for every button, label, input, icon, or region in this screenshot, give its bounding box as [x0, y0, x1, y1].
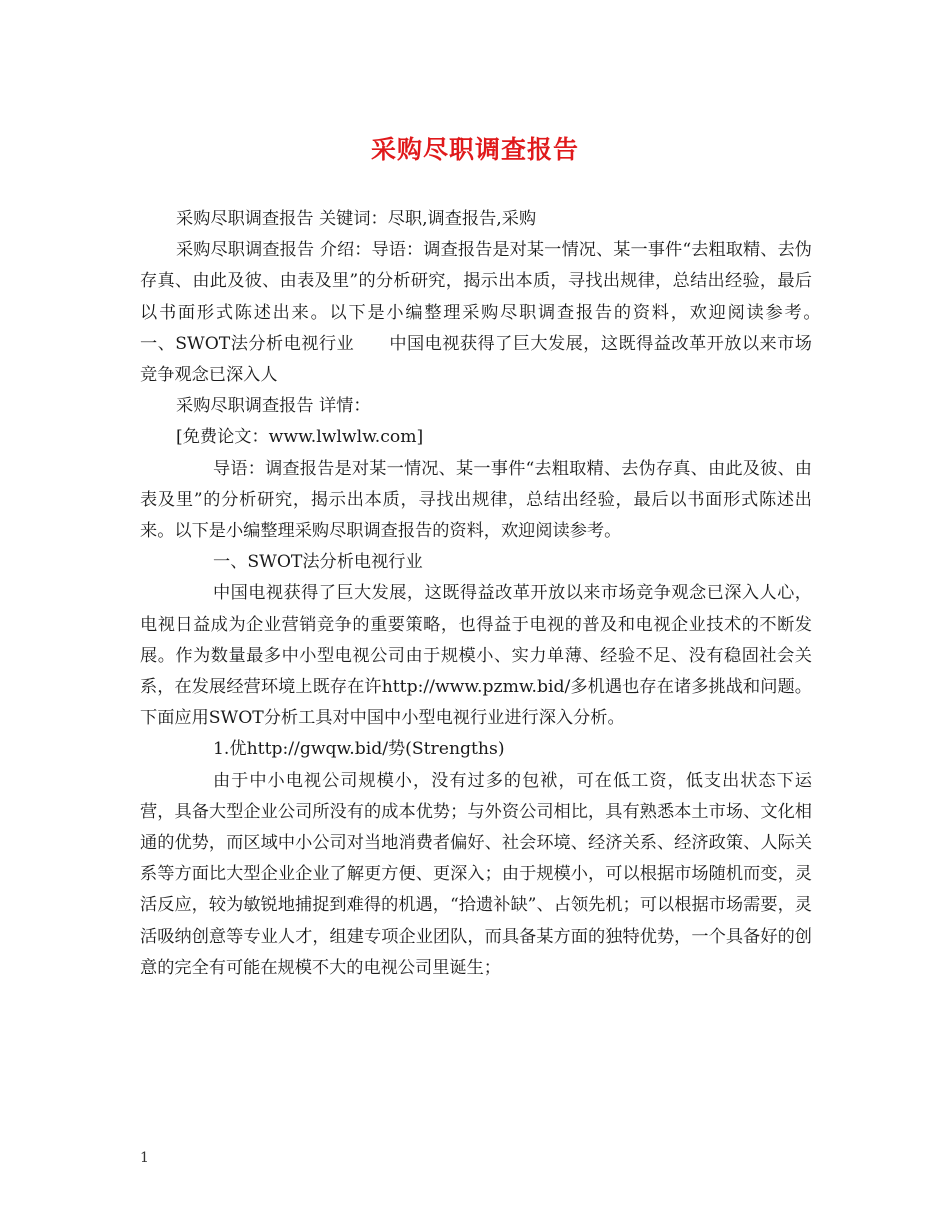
document-body	[140, 204, 847, 984]
intro-paragraph: 采购尽职调查报告 介绍：导语：调查报告是对某一情况、某一事件“去粗取精、去伪存真、由此及彼、由表及里”的分析研究，揭示出本质，寻找出规律，总结出经验，最后以书面形式陈述出来。以下是小编整理采购尽职调查报告的资料，欢迎阅读参考。 一、SWOT法分析电视行业 中国电视获得了巨大发展，这既得益改革开放以来市场竞争观念已深入人	[140, 240, 847, 386]
keywords-paragraph: 采购尽职调查报告 关键词：尽职,调查报告,采购	[176, 209, 537, 229]
details-label: 采购尽职调查报告 详情：	[176, 396, 371, 417]
document-title: 采购尽职调查报告	[370, 135, 579, 164]
page-number: 1	[140, 1150, 149, 1166]
subheading-strengths: 1.优http://gwqw.bid/势(Strengths)	[213, 739, 505, 760]
lead-paragraph: 导语：调查报告是对某一情况、某一事件“去粗取精、去伪存真、由此及彼、由表及里”的分析研究，揭示出本质，寻找出规律，总结出经验，最后以书面形式陈述出来。以下是小编整理采购尽职调查报告的资料，欢迎阅读参考。	[140, 458, 812, 542]
free-paper-link-text: [免费论文：www.lwlwlw.com]	[176, 427, 424, 448]
body-paragraph-industry: 中国电视获得了巨大发展，这既得益改革开放以来市场竞争观念已深入人心，电视日益成为企业营销竞争的重要策略，也得益于电视的普及和电视企业技术的不断发展。作为数量最多中小型电视公司由于规模小、实力单薄、经验不足、没有稳固社会关系，在发展经营环境上既存在许http://www.pzmw.bid/多机遇也存在诸多挑战和问题。下面应用SWOT分析工具对中国中小型电视行业进行深入分析。	[140, 583, 812, 729]
body-paragraph-strengths: 由于中小电视公司规模小，没有过多的包袱，可在低工资，低支出状态下运营，具备大型企业公司所没有的成本优势；与外资公司相比，具有熟悉本土市场、文化相通的优势，而区域中小公司对当地消费者偏好、社会环境、经济关系、经济政策、人际关系等方面比大型企业企业了解更方便、更深入；由于规模小，可以根据市场随机而变，灵活反应，较为敏锐地捕捉到难得的机遇，“拾遗补缺”、占领先机；可以根据市场需要，灵活吸纳创意等专业人才，组建专项企业团队，而具备某方面的独特优势，一个具备好的创意的完全有可能在规模不大的电视公司里诞生；	[140, 770, 812, 978]
section-heading-swot: 一、SWOT法分析电视行业	[213, 552, 423, 573]
